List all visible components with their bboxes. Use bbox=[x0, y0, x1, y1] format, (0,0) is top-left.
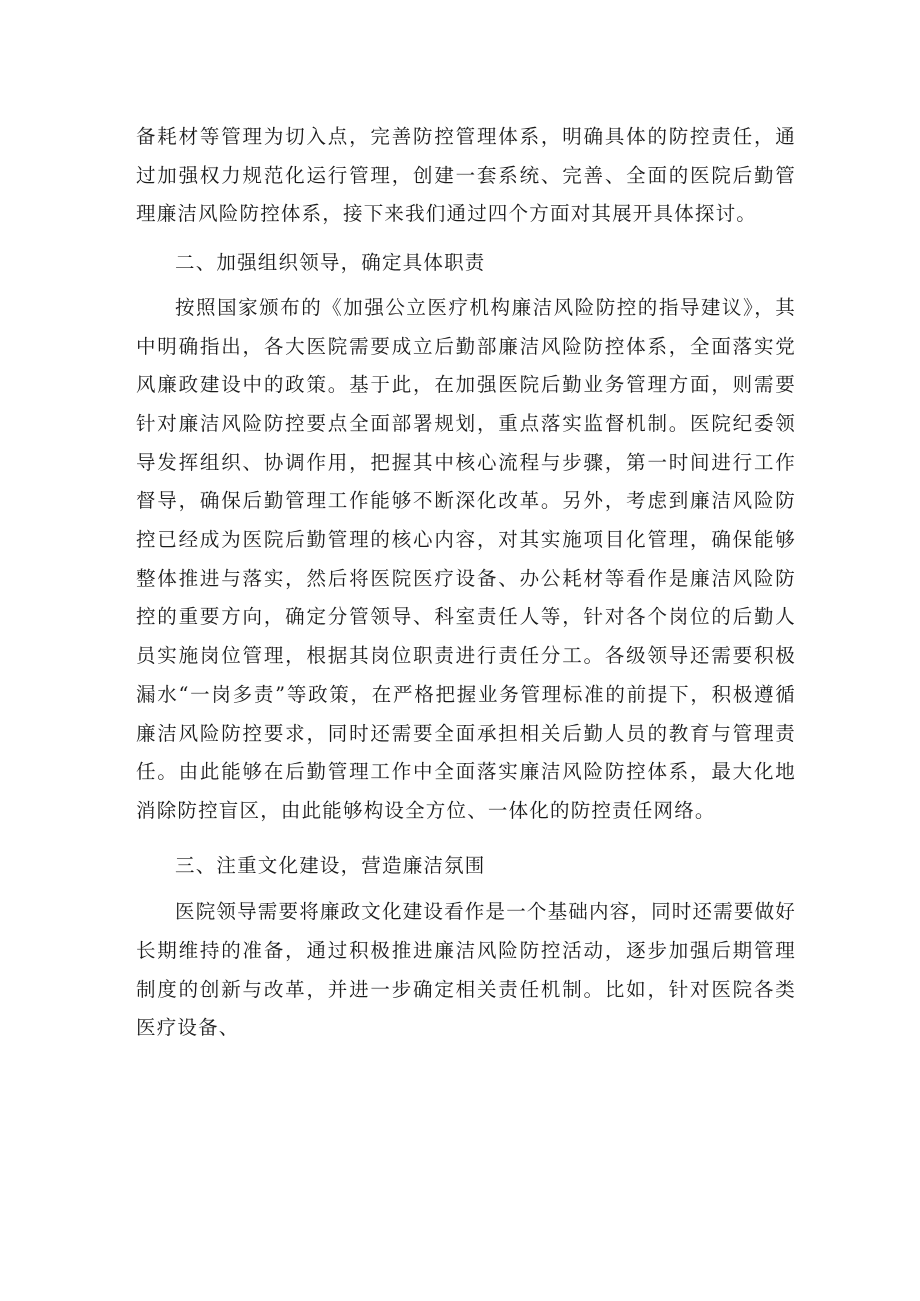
section-3-paragraph: 医院领导需要将廉政文化建设看作是一个基础内容，同时还需要做好长期维持的准备，通过积极推进廉洁风险防控活动，逐步加强后期管理制度的创新与改革，并进一步确定相关责任机制。比如，针对医院各类医疗设备、 bbox=[136, 900, 797, 1040]
section-heading-3: 三、注重文化建设，营造廉洁氛围 bbox=[175, 853, 486, 877]
paragraph-continued: 备耗材等管理为切入点，完善防控管理体系，明确具体的防控责任，通过加强权力规范化运行管理，创建一套系统、完善、全面的医院后勤管理廉洁风险防控体系，接下来我们通过四个方面对其展开具体探讨。 bbox=[136, 125, 796, 226]
section-heading-2: 二、加强组织领导，确定具体职责 bbox=[175, 251, 486, 275]
document-body bbox=[136, 118, 796, 1048]
section-2-paragraph: 按照国家颁布的《加强公立医疗机构廉洁风险防控的指导建议》，其中明确指出，各大医院需要成立后勤部廉洁风险防控体系，全面落实党风廉政建设中的政策。基于此，在加强医院后勤业务管理方面，则需要针对廉洁风险防控要点全面部署规划，重点落实监督机制。医院纪委领导发挥组织、协调作用，把握其中核心流程与步骤，第一时间进行工作督导，确保后勤管理工作能够不断深化改革。另外，考虑到廉洁风险防控已经成为医院后勤管理的核心内容，对其实施项目化管理，确保能够整体推进与落实，然后将医院医疗设备、办公耗材等看作是廉洁风险防控的重要方向，确定分管领导、科室责任人等，针对各个岗位的后勤人员实施岗位管理，根据其岗位职责进行责任分工。各级领导还需要积极漏水“一岗多责”等政策，在严格把握业务管理标准的前提下，积极遵循廉洁风险防控要求，同时还需要全面承担相关后勤人员的教育与管理责任。由此能够在后勤管理工作中全面落实廉洁风险防控体系，最大化地消除防控盲区，由此能够构设全方位、一体化的防控责任网络。 bbox=[136, 295, 796, 822]
